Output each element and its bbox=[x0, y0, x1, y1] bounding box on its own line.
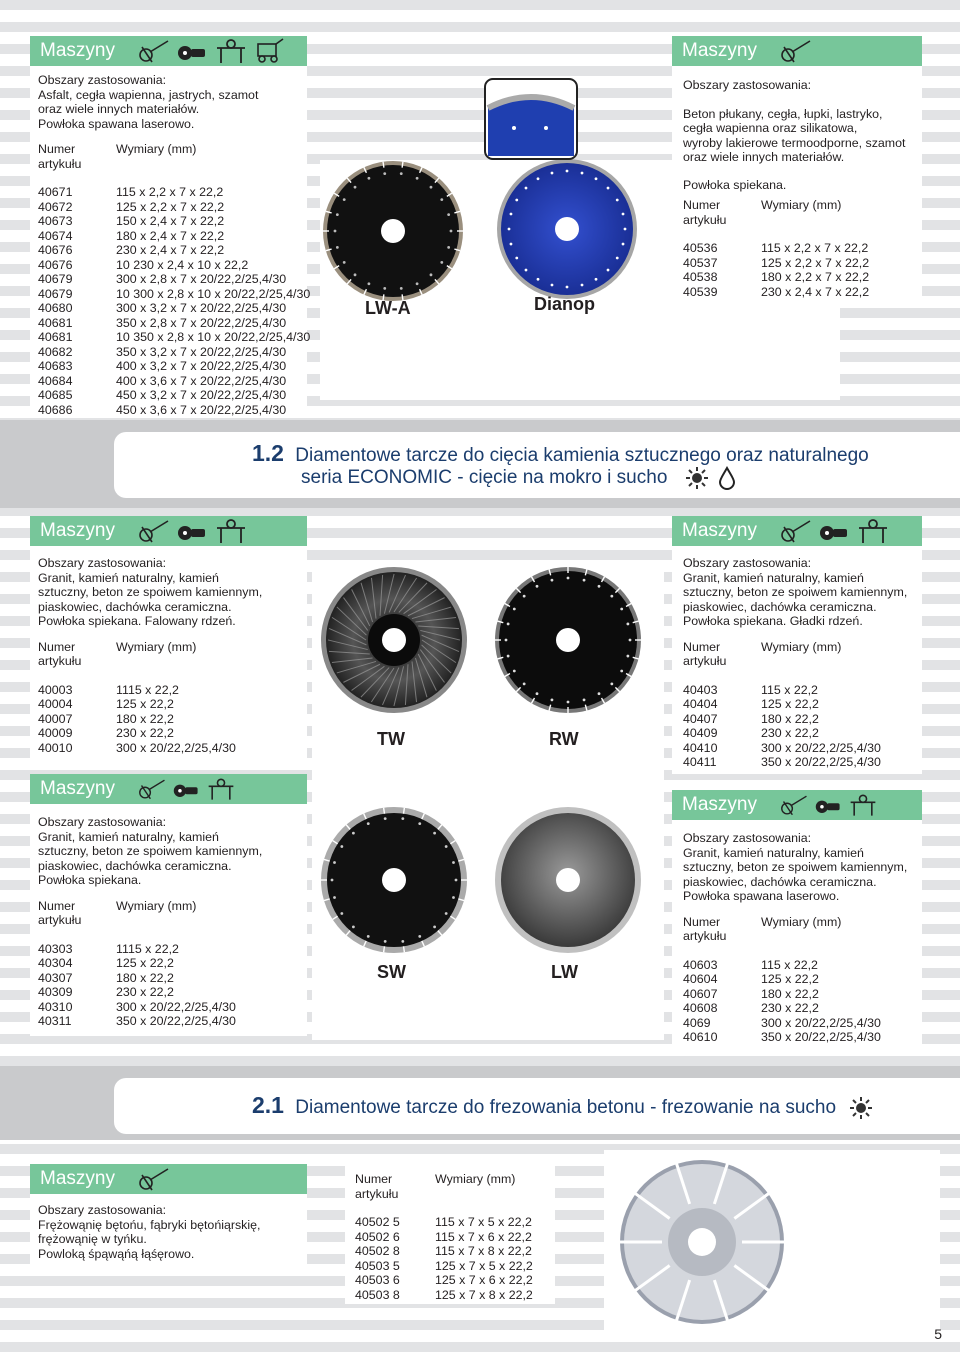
dimensions: 230 x 22,2 bbox=[761, 1001, 819, 1015]
floor-saw-icon bbox=[252, 38, 286, 64]
section-s5 bbox=[38, 815, 262, 1029]
table-body bbox=[683, 683, 907, 770]
dimensions: 230 x 22,2 bbox=[116, 985, 174, 999]
table-row bbox=[38, 1000, 262, 1015]
dimensions: 10 230 x 2,4 x 10 x 22,2 bbox=[116, 257, 249, 272]
article-number: 40010 bbox=[38, 740, 73, 755]
dimensions: 115 x 22,2 bbox=[761, 957, 818, 972]
table-body bbox=[38, 185, 310, 417]
dimensions: 115 x 7 x 8 x 22,2 bbox=[435, 1244, 532, 1258]
table-row bbox=[683, 1001, 907, 1016]
desc-line: piaskowiec, dachówka ceramiczna. bbox=[38, 858, 232, 873]
col-numer: Numer bbox=[683, 914, 721, 929]
dimensions: 125 x 7 x 8 x 22,2 bbox=[435, 1287, 533, 1302]
header-s6 bbox=[672, 790, 922, 820]
obszary-label: Obszary zastosowania: bbox=[683, 78, 812, 92]
dimensions: 150 x 2,4 x 7 x 22,2 bbox=[116, 214, 225, 228]
header-label: Maszyny bbox=[40, 520, 115, 541]
dimensions: 180 x 22,2 bbox=[761, 711, 819, 726]
obszary-label: Obszary zastosowania: bbox=[38, 1203, 167, 1217]
article-number: 40309 bbox=[38, 985, 73, 999]
col-artykulu: artykułu bbox=[38, 913, 82, 927]
desc-line: Powłoka spawana laserowo. bbox=[683, 889, 840, 903]
table-row bbox=[38, 374, 310, 389]
table-row bbox=[38, 287, 310, 302]
table-row bbox=[38, 214, 310, 229]
article-number: 40502 6 bbox=[355, 1229, 400, 1244]
angle-grinder-icon bbox=[780, 38, 814, 64]
machine-icons bbox=[780, 516, 890, 546]
article-number: 40681 bbox=[38, 315, 73, 330]
article-number: 40683 bbox=[38, 359, 73, 373]
table-header bbox=[38, 142, 310, 171]
machine-icons bbox=[138, 36, 286, 66]
desc-line: Powłoka spiekana. Falowany rdzeń. bbox=[38, 614, 236, 628]
sun-icon bbox=[685, 466, 709, 490]
desc-line: oraz wiele innych materiałów. bbox=[683, 150, 845, 164]
desc-line: sztuczny, beton ze spoiwem kamiennym, bbox=[683, 860, 908, 874]
table-saw-icon bbox=[206, 777, 236, 801]
dimensions: 180 x 22,2 bbox=[761, 986, 819, 1001]
table-row bbox=[38, 388, 310, 403]
header-s7 bbox=[30, 1164, 307, 1194]
col-wymiary: Wymiary (mm) bbox=[116, 142, 197, 156]
table-row bbox=[683, 270, 905, 285]
table-row bbox=[683, 958, 907, 973]
dimensions: 350 x 20/22,2/25,4/30 bbox=[116, 1014, 236, 1028]
dimensions: 180 x 2,4 x 7 x 22,2 bbox=[116, 228, 225, 243]
section-subtitle-1 bbox=[301, 466, 736, 490]
article-number: 40411 bbox=[683, 755, 717, 769]
angle-grinder-icon bbox=[138, 777, 168, 801]
table-row bbox=[683, 683, 907, 698]
blade-dianop-detail bbox=[484, 78, 578, 160]
dimensions: 300 x 20/22,2/25,4/30 bbox=[761, 740, 881, 755]
table-row bbox=[38, 185, 310, 200]
machine-icons bbox=[138, 516, 248, 546]
obszary-label: Obszary zastosowania: bbox=[38, 815, 167, 829]
col-numer: Numer bbox=[355, 1172, 393, 1186]
col-artykulu: artykułu bbox=[683, 929, 727, 943]
dimensions: 115 x 22,2 bbox=[761, 682, 818, 697]
header-label: Maszyny bbox=[682, 520, 757, 541]
blade-tw-image bbox=[320, 566, 468, 714]
header-label: Maszyny bbox=[40, 1168, 115, 1189]
article-number: 40676 bbox=[38, 243, 73, 257]
article-number: 40603 bbox=[683, 957, 718, 972]
desc-line: Frężowąnię bętońu, fąbryki bętońiąrskię, bbox=[38, 1217, 261, 1232]
desc-line: Granit, kamień naturalny, kamień bbox=[683, 845, 864, 860]
angle-grinder-icon bbox=[138, 1166, 172, 1192]
dimensions: 400 x 3,6 x 7 x 20/22,2/25,4/30 bbox=[116, 373, 287, 388]
dimensions: 1115 x 22,2 bbox=[116, 682, 179, 697]
table-body bbox=[355, 1215, 533, 1302]
desc-line: sztuczny, beton ze spoiwem kamiennym, bbox=[38, 844, 263, 858]
cut-off-saw-icon bbox=[176, 38, 210, 64]
article-number: 40681 bbox=[38, 330, 73, 344]
section-s8 bbox=[355, 1172, 533, 1302]
obszary-label: Obszary zastosowania: bbox=[683, 831, 812, 845]
angle-grinder-icon bbox=[138, 38, 172, 64]
table-row bbox=[38, 712, 262, 727]
desc-line: Asfalt, cegła wapienna, jastrych, szamot bbox=[38, 87, 259, 102]
table-body bbox=[38, 683, 262, 756]
desc-line: sztuczny, beton ze spoiwem kamiennym, bbox=[38, 585, 263, 599]
blade-label-dianop: Dianop bbox=[534, 294, 595, 314]
table-body bbox=[683, 958, 907, 1045]
article-number: 40304 bbox=[38, 956, 73, 970]
table-row bbox=[355, 1215, 533, 1230]
obszary-label: Obszary zastosowania: bbox=[38, 556, 167, 570]
desc-line: piaskowiec, dachówka ceramiczna. bbox=[683, 874, 877, 889]
dimensions: 300 x 20/22,2/25,4/30 bbox=[761, 1015, 881, 1030]
section-s6 bbox=[683, 831, 907, 1045]
article-number: 40685 bbox=[38, 388, 73, 402]
article-number: 40407 bbox=[683, 711, 718, 726]
table-saw-icon bbox=[214, 38, 248, 64]
dimensions: 125 x 7 x 6 x 22,2 bbox=[435, 1273, 533, 1287]
article-number: 40403 bbox=[683, 682, 718, 697]
dimensions: 180 x 22,2 bbox=[116, 970, 174, 985]
table-header bbox=[355, 1172, 533, 1201]
desc-line: Granit, kamień naturalny, kamień bbox=[38, 829, 219, 844]
article-number: 40502 8 bbox=[355, 1244, 400, 1258]
col-artykulu: artykułu bbox=[355, 1186, 399, 1201]
col-artykulu: artykułu bbox=[38, 156, 82, 171]
table-body bbox=[683, 241, 905, 299]
article-number: 40537 bbox=[683, 255, 718, 270]
dimensions: 10 300 x 2,8 x 10 x 20/22,2/25,4/30 bbox=[116, 286, 311, 301]
table-body bbox=[38, 942, 262, 1029]
dimensions: 1115 x 22,2 bbox=[116, 941, 179, 956]
article-number: 40538 bbox=[683, 270, 718, 284]
dimensions: 115 x 7 x 6 x 22,2 bbox=[435, 1229, 532, 1244]
desc-line: piaskowiec, dachówka ceramiczna. bbox=[38, 599, 232, 614]
table-row bbox=[683, 987, 907, 1002]
header-s1 bbox=[30, 36, 307, 66]
dimensions: 180 x 22,2 bbox=[116, 711, 174, 726]
col-wymiary: Wymiary (mm) bbox=[761, 914, 842, 929]
col-wymiary: Wymiary (mm) bbox=[116, 898, 197, 913]
dimensions: 180 x 2,2 x 7 x 22,2 bbox=[761, 270, 870, 284]
article-number: 40303 bbox=[38, 941, 73, 956]
article-number: 40674 bbox=[38, 228, 73, 243]
dimensions: 450 x 3,6 x 7 x 20/22,2/25,4/30 bbox=[116, 402, 287, 417]
table-row bbox=[38, 683, 262, 698]
desc-line: wyroby lakierowe termoodporne, szamot bbox=[683, 135, 906, 150]
table-row bbox=[38, 330, 310, 345]
article-number: 40404 bbox=[683, 697, 718, 711]
machine-icons bbox=[780, 36, 814, 66]
table-header bbox=[683, 198, 905, 227]
header-label: Maszyny bbox=[40, 40, 115, 61]
table-header bbox=[38, 640, 262, 669]
machine-icons bbox=[780, 790, 878, 820]
col-artykulu: artykułu bbox=[683, 654, 727, 668]
table-row bbox=[38, 956, 262, 971]
section-number: 1.2 bbox=[252, 440, 284, 466]
table-header bbox=[38, 899, 262, 928]
article-number: 40604 bbox=[683, 972, 718, 986]
cut-off-saw-icon bbox=[176, 518, 210, 544]
dimensions: 125 x 22,2 bbox=[761, 697, 819, 711]
table-row bbox=[38, 359, 310, 374]
dimensions: 350 x 20/22,2/25,4/30 bbox=[761, 755, 881, 769]
dimensions: 230 x 22,2 bbox=[116, 726, 174, 740]
table-saw-icon bbox=[848, 793, 878, 817]
blade-dianop-image bbox=[496, 158, 638, 300]
dimensions: 230 x 2,4 x 7 x 22,2 bbox=[116, 243, 225, 257]
desc-line: frężowąnię w tyńku. bbox=[38, 1232, 147, 1246]
section-title-line: Diamentowe tarcze do frezowania betonu - frezowanie na sucho bbox=[295, 1097, 837, 1118]
dimensions: 350 x 2,8 x 7 x 20/22,2/25,4/30 bbox=[116, 315, 287, 330]
sun-icon bbox=[849, 1096, 873, 1120]
obszary-label: Obszary zastosowania: bbox=[683, 556, 812, 570]
table-saw-icon bbox=[214, 518, 248, 544]
article-number: 40679 bbox=[38, 272, 73, 286]
article-number: 40676 bbox=[38, 257, 73, 272]
table-row bbox=[683, 755, 907, 770]
desc-line: cegła wapienna oraz silikatowa, bbox=[683, 121, 858, 135]
article-number: 4069 bbox=[683, 1015, 711, 1030]
dimensions: 230 x 22,2 bbox=[761, 726, 819, 740]
dimensions: 350 x 3,2 x 7 x 20/22,2/25,4/30 bbox=[116, 344, 287, 359]
machine-icons bbox=[138, 1164, 172, 1194]
section-title-line: Diamentowe tarcze do cięcia kamienia sztucznego oraz naturalnego bbox=[295, 445, 869, 466]
desc-line: Beton płukany, cegła, łupki, lastryko, bbox=[683, 106, 883, 121]
section-s2 bbox=[683, 78, 905, 299]
article-number: 40503 5 bbox=[355, 1258, 400, 1273]
article-number: 40672 bbox=[38, 199, 73, 214]
table-row bbox=[683, 241, 905, 256]
article-number: 40539 bbox=[683, 284, 718, 299]
article-number: 40410 bbox=[683, 740, 718, 755]
desc-line: oraz wiele innych materiałów. bbox=[38, 102, 200, 116]
blade-sw-image bbox=[320, 806, 468, 954]
header-s3 bbox=[30, 516, 307, 546]
blade-label-tw: TW bbox=[377, 729, 405, 749]
dimensions: 115 x 7 x 5 x 22,2 bbox=[435, 1215, 532, 1229]
section-title-line: seria ECONOMIC - cięcie na mokro i sucho bbox=[301, 467, 668, 489]
table-row bbox=[38, 301, 310, 316]
section-number: 2.1 bbox=[252, 1092, 284, 1118]
table-row bbox=[38, 229, 310, 244]
page-number: 5 bbox=[934, 1326, 942, 1342]
dimensions: 10 350 x 2,8 x 10 x 20/22,2/25,4/30 bbox=[116, 330, 311, 344]
section-title-1 bbox=[252, 440, 869, 467]
header-s5 bbox=[30, 774, 307, 804]
table-saw-icon bbox=[856, 518, 890, 544]
article-number: 40607 bbox=[683, 986, 718, 1001]
table-row bbox=[683, 712, 907, 727]
desc-line: Granit, kamień naturalny, kamień bbox=[38, 570, 219, 585]
table-row bbox=[683, 972, 907, 987]
table-row bbox=[38, 741, 262, 756]
article-number: 40004 bbox=[38, 697, 73, 711]
article-number: 40502 5 bbox=[355, 1215, 400, 1229]
col-wymiary: Wymiary (mm) bbox=[435, 1172, 516, 1186]
table-row bbox=[683, 285, 905, 300]
header-label: Maszyny bbox=[682, 794, 757, 815]
header-s4 bbox=[672, 516, 922, 546]
col-numer: Numer bbox=[38, 142, 76, 156]
table-header bbox=[683, 640, 907, 669]
table-row bbox=[355, 1273, 533, 1288]
section-s3 bbox=[38, 556, 262, 755]
coating-note: Powłoka spiekana. bbox=[683, 177, 787, 192]
col-artykulu: artykułu bbox=[683, 212, 727, 227]
table-row bbox=[355, 1288, 533, 1303]
blade-label-rw: RW bbox=[549, 729, 579, 749]
table-row bbox=[683, 726, 907, 741]
dimensions: 300 x 3,2 x 7 x 20/22,2/25,4/30 bbox=[116, 301, 287, 315]
dimensions: 115 x 2,2 x 7 x 22,2 bbox=[116, 185, 224, 199]
obszary-label: Obszary zastosowania: bbox=[38, 73, 167, 87]
desc-line: Powłoka spiekana. bbox=[38, 873, 142, 887]
article-number: 40680 bbox=[38, 301, 73, 315]
table-row bbox=[683, 256, 905, 271]
blade-label-lw: LW bbox=[551, 962, 578, 982]
table-row bbox=[683, 1030, 907, 1045]
machine-icons bbox=[138, 774, 236, 804]
section-title-2 bbox=[252, 1092, 873, 1120]
article-number: 40536 bbox=[683, 241, 718, 255]
article-number: 40003 bbox=[38, 682, 73, 697]
section-s7 bbox=[38, 1203, 260, 1261]
blade-lw-image bbox=[494, 806, 642, 954]
article-number: 40610 bbox=[683, 1030, 718, 1044]
blade-milling-image bbox=[618, 1156, 786, 1328]
header-s2 bbox=[672, 36, 922, 66]
article-number: 40310 bbox=[38, 999, 73, 1014]
cut-off-saw-icon bbox=[818, 518, 852, 544]
article-number: 40409 bbox=[683, 726, 718, 740]
blade-label-lwa: LW-A bbox=[365, 298, 411, 318]
article-number: 40311 bbox=[38, 1014, 72, 1028]
article-number: 40307 bbox=[38, 970, 73, 985]
article-number: 40503 8 bbox=[355, 1287, 400, 1302]
table-row bbox=[38, 985, 262, 1000]
dimensions: 115 x 2,2 x 7 x 22,2 bbox=[761, 241, 869, 255]
dimensions: 125 x 22,2 bbox=[116, 697, 174, 711]
table-row bbox=[38, 942, 262, 957]
table-row bbox=[38, 272, 310, 287]
angle-grinder-icon bbox=[780, 793, 810, 817]
col-numer: Numer bbox=[683, 198, 721, 212]
dimensions: 300 x 20/22,2/25,4/30 bbox=[116, 740, 236, 755]
water-drop-icon bbox=[718, 466, 736, 490]
col-numer: Numer bbox=[38, 898, 76, 913]
desc-line: Powloką śpąwąńą łąśęrowo. bbox=[38, 1246, 195, 1261]
article-number: 40682 bbox=[38, 344, 73, 359]
table-row bbox=[38, 200, 310, 215]
article-number: 40007 bbox=[38, 711, 73, 726]
table-row bbox=[355, 1259, 533, 1274]
blade-label-sw: SW bbox=[377, 962, 406, 982]
blade-lwa-image bbox=[322, 160, 464, 302]
table-row bbox=[38, 316, 310, 331]
table-row bbox=[355, 1244, 533, 1259]
dimensions: 450 x 3,2 x 7 x 20/22,2/25,4/30 bbox=[116, 388, 287, 402]
dimensions: 125 x 7 x 5 x 22,2 bbox=[435, 1258, 533, 1273]
col-artykulu: artykułu bbox=[38, 654, 82, 668]
dimensions: 125 x 2,2 x 7 x 22,2 bbox=[761, 255, 870, 270]
header-label: Maszyny bbox=[40, 778, 115, 799]
table-row bbox=[683, 1016, 907, 1031]
dimensions: 400 x 3,2 x 7 x 20/22,2/25,4/30 bbox=[116, 359, 287, 373]
table-row bbox=[38, 971, 262, 986]
desc-line: Granit, kamień naturalny, kamień bbox=[683, 570, 864, 585]
header-label: Maszyny bbox=[682, 40, 757, 61]
cut-off-saw-icon bbox=[814, 793, 844, 817]
article-number: 40684 bbox=[38, 373, 73, 388]
table-row bbox=[355, 1230, 533, 1245]
desc-line: Powłoka spawana laserowo. bbox=[38, 116, 195, 131]
table-row bbox=[683, 741, 907, 756]
dimensions: 300 x 2,8 x 7 x 20/22,2/25,4/30 bbox=[116, 272, 287, 286]
table-row bbox=[683, 697, 907, 712]
table-row bbox=[38, 697, 262, 712]
dimensions: 230 x 2,4 x 7 x 22,2 bbox=[761, 284, 870, 299]
desc-line: sztuczny, beton ze spoiwem kamiennym, bbox=[683, 585, 908, 599]
article-number: 40673 bbox=[38, 214, 73, 228]
table-row bbox=[38, 345, 310, 360]
col-numer: Numer bbox=[38, 639, 76, 654]
article-number: 40009 bbox=[38, 726, 73, 740]
col-wymiary: Wymiary (mm) bbox=[116, 639, 197, 654]
table-header bbox=[683, 915, 907, 944]
dimensions: 125 x 2,2 x 7 x 22,2 bbox=[116, 199, 225, 214]
dimensions: 125 x 22,2 bbox=[116, 956, 174, 970]
angle-grinder-icon bbox=[138, 518, 172, 544]
article-number: 40671 bbox=[38, 185, 73, 199]
cut-off-saw-icon bbox=[172, 777, 202, 801]
table-row bbox=[38, 243, 310, 258]
col-wymiary: Wymiary (mm) bbox=[761, 198, 842, 212]
angle-grinder-icon bbox=[780, 518, 814, 544]
article-number: 40686 bbox=[38, 402, 73, 417]
blade-rw-image bbox=[494, 566, 642, 714]
article-number: 40608 bbox=[683, 1001, 718, 1015]
section-s1 bbox=[38, 73, 310, 417]
table-row bbox=[38, 258, 310, 273]
desc-line: Powłoka spiekana. Gładki rdzeń. bbox=[683, 614, 863, 628]
table-row bbox=[38, 726, 262, 741]
dimensions: 300 x 20/22,2/25,4/30 bbox=[116, 999, 236, 1014]
table-row bbox=[38, 1014, 262, 1029]
col-numer: Numer bbox=[683, 639, 721, 654]
dimensions: 125 x 22,2 bbox=[761, 972, 819, 986]
article-number: 40503 6 bbox=[355, 1273, 400, 1287]
col-wymiary: Wymiary (mm) bbox=[761, 639, 842, 654]
table-row bbox=[38, 403, 310, 418]
dimensions: 350 x 20/22,2/25,4/30 bbox=[761, 1030, 881, 1044]
section-s4 bbox=[683, 556, 907, 770]
desc-line: piaskowiec, dachówka ceramiczna. bbox=[683, 599, 877, 614]
article-number: 40679 bbox=[38, 286, 73, 301]
